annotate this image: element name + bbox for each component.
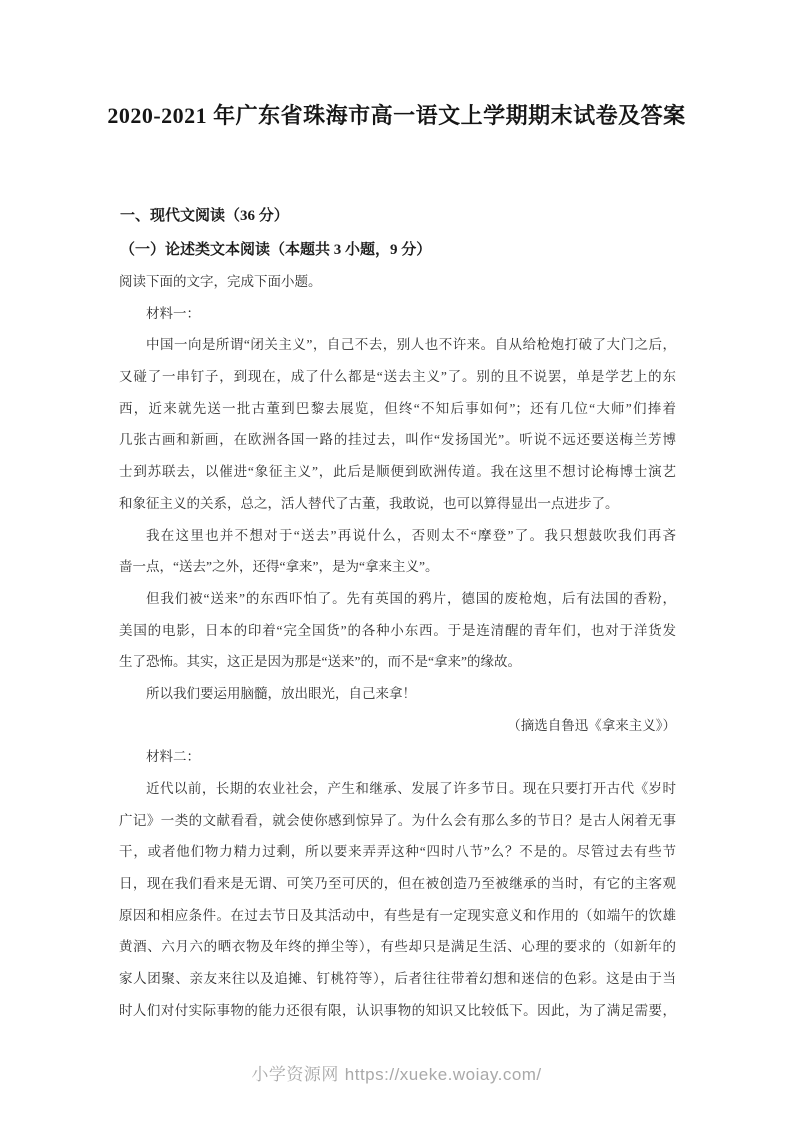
footer-site-url[interactable]: https://xueke.woiay.com/	[344, 1065, 542, 1084]
passage-line-material-2-label: 材料二：	[146, 749, 200, 765]
passage-line: 西，近来就先送一批古董到巴黎去展览，但终“不知后事如何”；还有几位“大师”们捧着	[119, 400, 676, 416]
passage-line: 几张古画和新画，在欧洲各国一路的挂过去，叫作“发扬国光”。听说不远还要送梅兰芳博	[119, 432, 676, 448]
passage-line: 时人们对付实际事物的能力还很有限，认识事物的知识又比较低下。因此，为了满足需要，	[119, 1002, 676, 1018]
passage-line: 美国的电影，日本的印着“完全国货”的各种小东西。于是连清醒的青年们，也对于洋货发	[119, 622, 676, 638]
subsection-heading: （一）论述类文本阅读（本题共 3 小题，9 分）	[120, 242, 432, 258]
footer-site-name: 小学资源网	[251, 1065, 339, 1084]
passage-line: 和象征主义的关系，总之，活人替代了古董，我敢说，也可以算得显出一点进步了。	[119, 495, 619, 511]
section-heading: 一、现代文阅读（36 分）	[120, 208, 289, 224]
passage-source-attribution: （摘选自鲁迅《拿来主义》）	[507, 717, 676, 733]
passage-line: 士到苏联去，以催进“象征主义”，此后是顺便到欧洲传道。我在这里不想讨论梅博士演艺	[119, 464, 676, 480]
passage-line: 所以我们要运用脑髓，放出眼光，自己来拿！	[146, 685, 416, 701]
passage-line: 生了恐怖。其实，这正是因为那是“送来”的，而不是“拿来”的缘故。	[119, 654, 521, 670]
passage-line: 原因和相应条件。在过去节日及其活动中，有些是有一定现实意义和作用的（如端午的饮雄	[119, 907, 676, 923]
passage-line: 啬一点，“送去”之外，还得“拿来”，是为“拿来主义”。	[119, 559, 439, 575]
passage-line: 又碰了一串钉子，到现在，成了什么都是“送去主义”了。别的且不说罢，单是学艺上的东	[119, 369, 676, 385]
passage-line: 干，或者他们物力精力过剩，所以要来弄弄这种“四时八节”么？不是的。尽管过去有些节	[119, 844, 676, 860]
document-title: 2020-2021 年广东省珠海市高一语文上学期期末试卷及答案	[107, 103, 686, 128]
passage-line: 黄酒、六月六的晒衣物及年终的掸尘等），有些却只是满足生活、心理的要求的（如新年的	[119, 939, 676, 955]
passage-line: 日，现在我们看来是无谓、可笑乃至可厌的，但在被创造乃至被继承的当时，有它的主客观	[119, 876, 676, 892]
page-footer	[0, 1063, 793, 1087]
passage-line: 家人团聚、亲友来往以及追摊、钉桃符等），后者往往带着幻想和迷信的色彩。这是由于当	[119, 971, 676, 987]
passage-line: 但我们被“送来”的东西吓怕了。先有英国的鸦片，德国的废枪炮，后有法国的香粉，	[146, 590, 676, 606]
passage-line: 近代以前，长期的农业社会，产生和继承、发展了许多节日。现在只要打开古代《岁时	[146, 781, 676, 796]
passage-line: 我在这里也并不想对于“送去”再说什么，否则太不“摩登”了。我只想鼓吹我们再吝	[146, 527, 676, 543]
reading-passage	[119, 266, 676, 1027]
passage-line: 广记》一类的文献看看，就会使你感到惊异了。为什么会有那么多的节日？是古人闲着无事	[119, 812, 676, 828]
passage-line: 阅读下面的文字，完成下面小题。	[119, 274, 322, 289]
passage-line-material-1-label: 材料一：	[146, 305, 200, 321]
passage-line: 中国一向是所谓“闭关主义”，自己不去，别人也不许来。自从给枪炮打破了大门之后，	[146, 337, 676, 353]
